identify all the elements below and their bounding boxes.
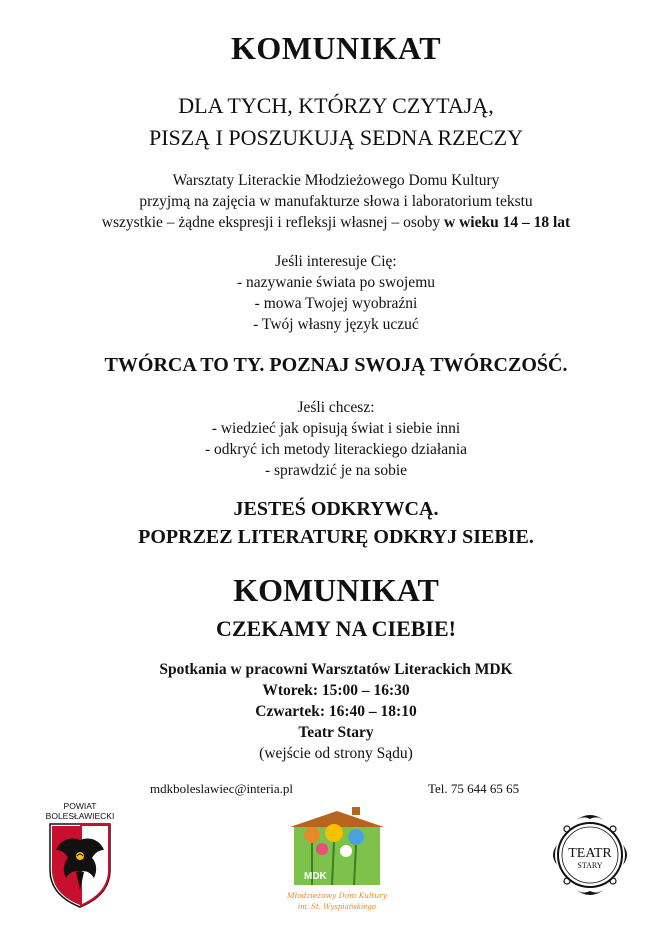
intro-line-1: Warsztaty Literackie Młodzieżowego Domu Kultury <box>172 172 500 189</box>
interest-heading: Jeśli interesuje Cię: <box>275 253 397 270</box>
meeting-tuesday: Wtorek: 15:00 – 16:30 <box>262 682 410 699</box>
slogan-discoverer-line-2: POPRZEZ LITERATURĘ ODKRYJ SIEBIE. <box>138 526 534 548</box>
meeting-entrance: (wejście od strony Sądu) <box>259 745 413 762</box>
list-item: - sprawdzić je na sobie <box>264 462 408 479</box>
mdk-logo <box>282 805 392 915</box>
meeting-venue: Teatr Stary <box>298 724 374 741</box>
subtitle <box>0 90 672 154</box>
meeting-place: Spotkania w pracowni Warsztatów Literackich MDK <box>159 661 513 678</box>
slogan-discoverer <box>0 495 672 551</box>
teatr-word-1: TEATR <box>568 846 612 861</box>
list-item: - wiedzieć jak opisują świat i siebie inni <box>211 420 461 437</box>
waiting-heading: CZEKAMY NA CIEBIE! <box>216 616 456 641</box>
subtitle-line-1: DLA TYCH, KTÓRZY CZYTAJĄ, <box>178 93 494 118</box>
intro-line-2: przyjmą na zajęcia w manufakturze słowa i laboratorium tekstu <box>139 193 533 210</box>
interest-list <box>0 251 672 335</box>
mdk-name-2: im. St. Wyspiańskiego <box>297 903 377 911</box>
subtitle-line-2: PISZĄ I POSZUKUJĄ SEDNA RZECZY <box>148 125 524 150</box>
page-title: KOMUNIKAT <box>230 30 442 66</box>
meeting-thursday: Czwartek: 16:40 – 18:10 <box>255 703 417 720</box>
meeting-info <box>0 659 672 764</box>
email-link[interactable]: mdkboleslawiec@interia.pl <box>150 781 294 796</box>
footer-title: KOMUNIKAT <box>233 572 439 608</box>
powiat-label-2: BOLESŁAWIECKI <box>45 811 115 821</box>
age-range: w wieku 14 – 18 lat <box>444 214 571 231</box>
mdk-name-1: Młodzieżowy Dom Kultury <box>286 891 388 900</box>
teatr-stary-logo <box>545 805 635 905</box>
mdk-abbr: MDK <box>304 871 327 882</box>
powiat-label-1: POWIAT <box>63 801 97 811</box>
slogan-creator: TWÓRCA TO TY. POZNAJ SWOJĄ TWÓRCZOŚĆ. <box>104 354 568 376</box>
list-item: - odkryć ich metody literackiego działania <box>204 441 468 458</box>
intro-line-3-text: wszystkie – żądne ekspresji i refleksji własnej – osoby <box>101 214 445 231</box>
want-heading: Jeśli chcesz: <box>297 399 375 416</box>
powiat-logo <box>40 800 120 910</box>
list-item: - mowa Twojej wyobraźni <box>254 295 418 312</box>
list-item: - Twój własny język uczuć <box>253 316 419 333</box>
slogan-discoverer-line-1: JESTEŚ ODKRYWCĄ. <box>233 498 439 520</box>
list-item: - nazywanie świata po swojemu <box>237 274 435 291</box>
want-list <box>0 397 672 481</box>
coat-of-arms-icon <box>50 824 110 907</box>
phone-number: Tel. 75 644 65 65 <box>428 781 520 796</box>
intro-line-3 <box>0 212 672 233</box>
teatr-word-2: STARY <box>577 861 603 870</box>
intro-paragraph <box>0 170 672 233</box>
